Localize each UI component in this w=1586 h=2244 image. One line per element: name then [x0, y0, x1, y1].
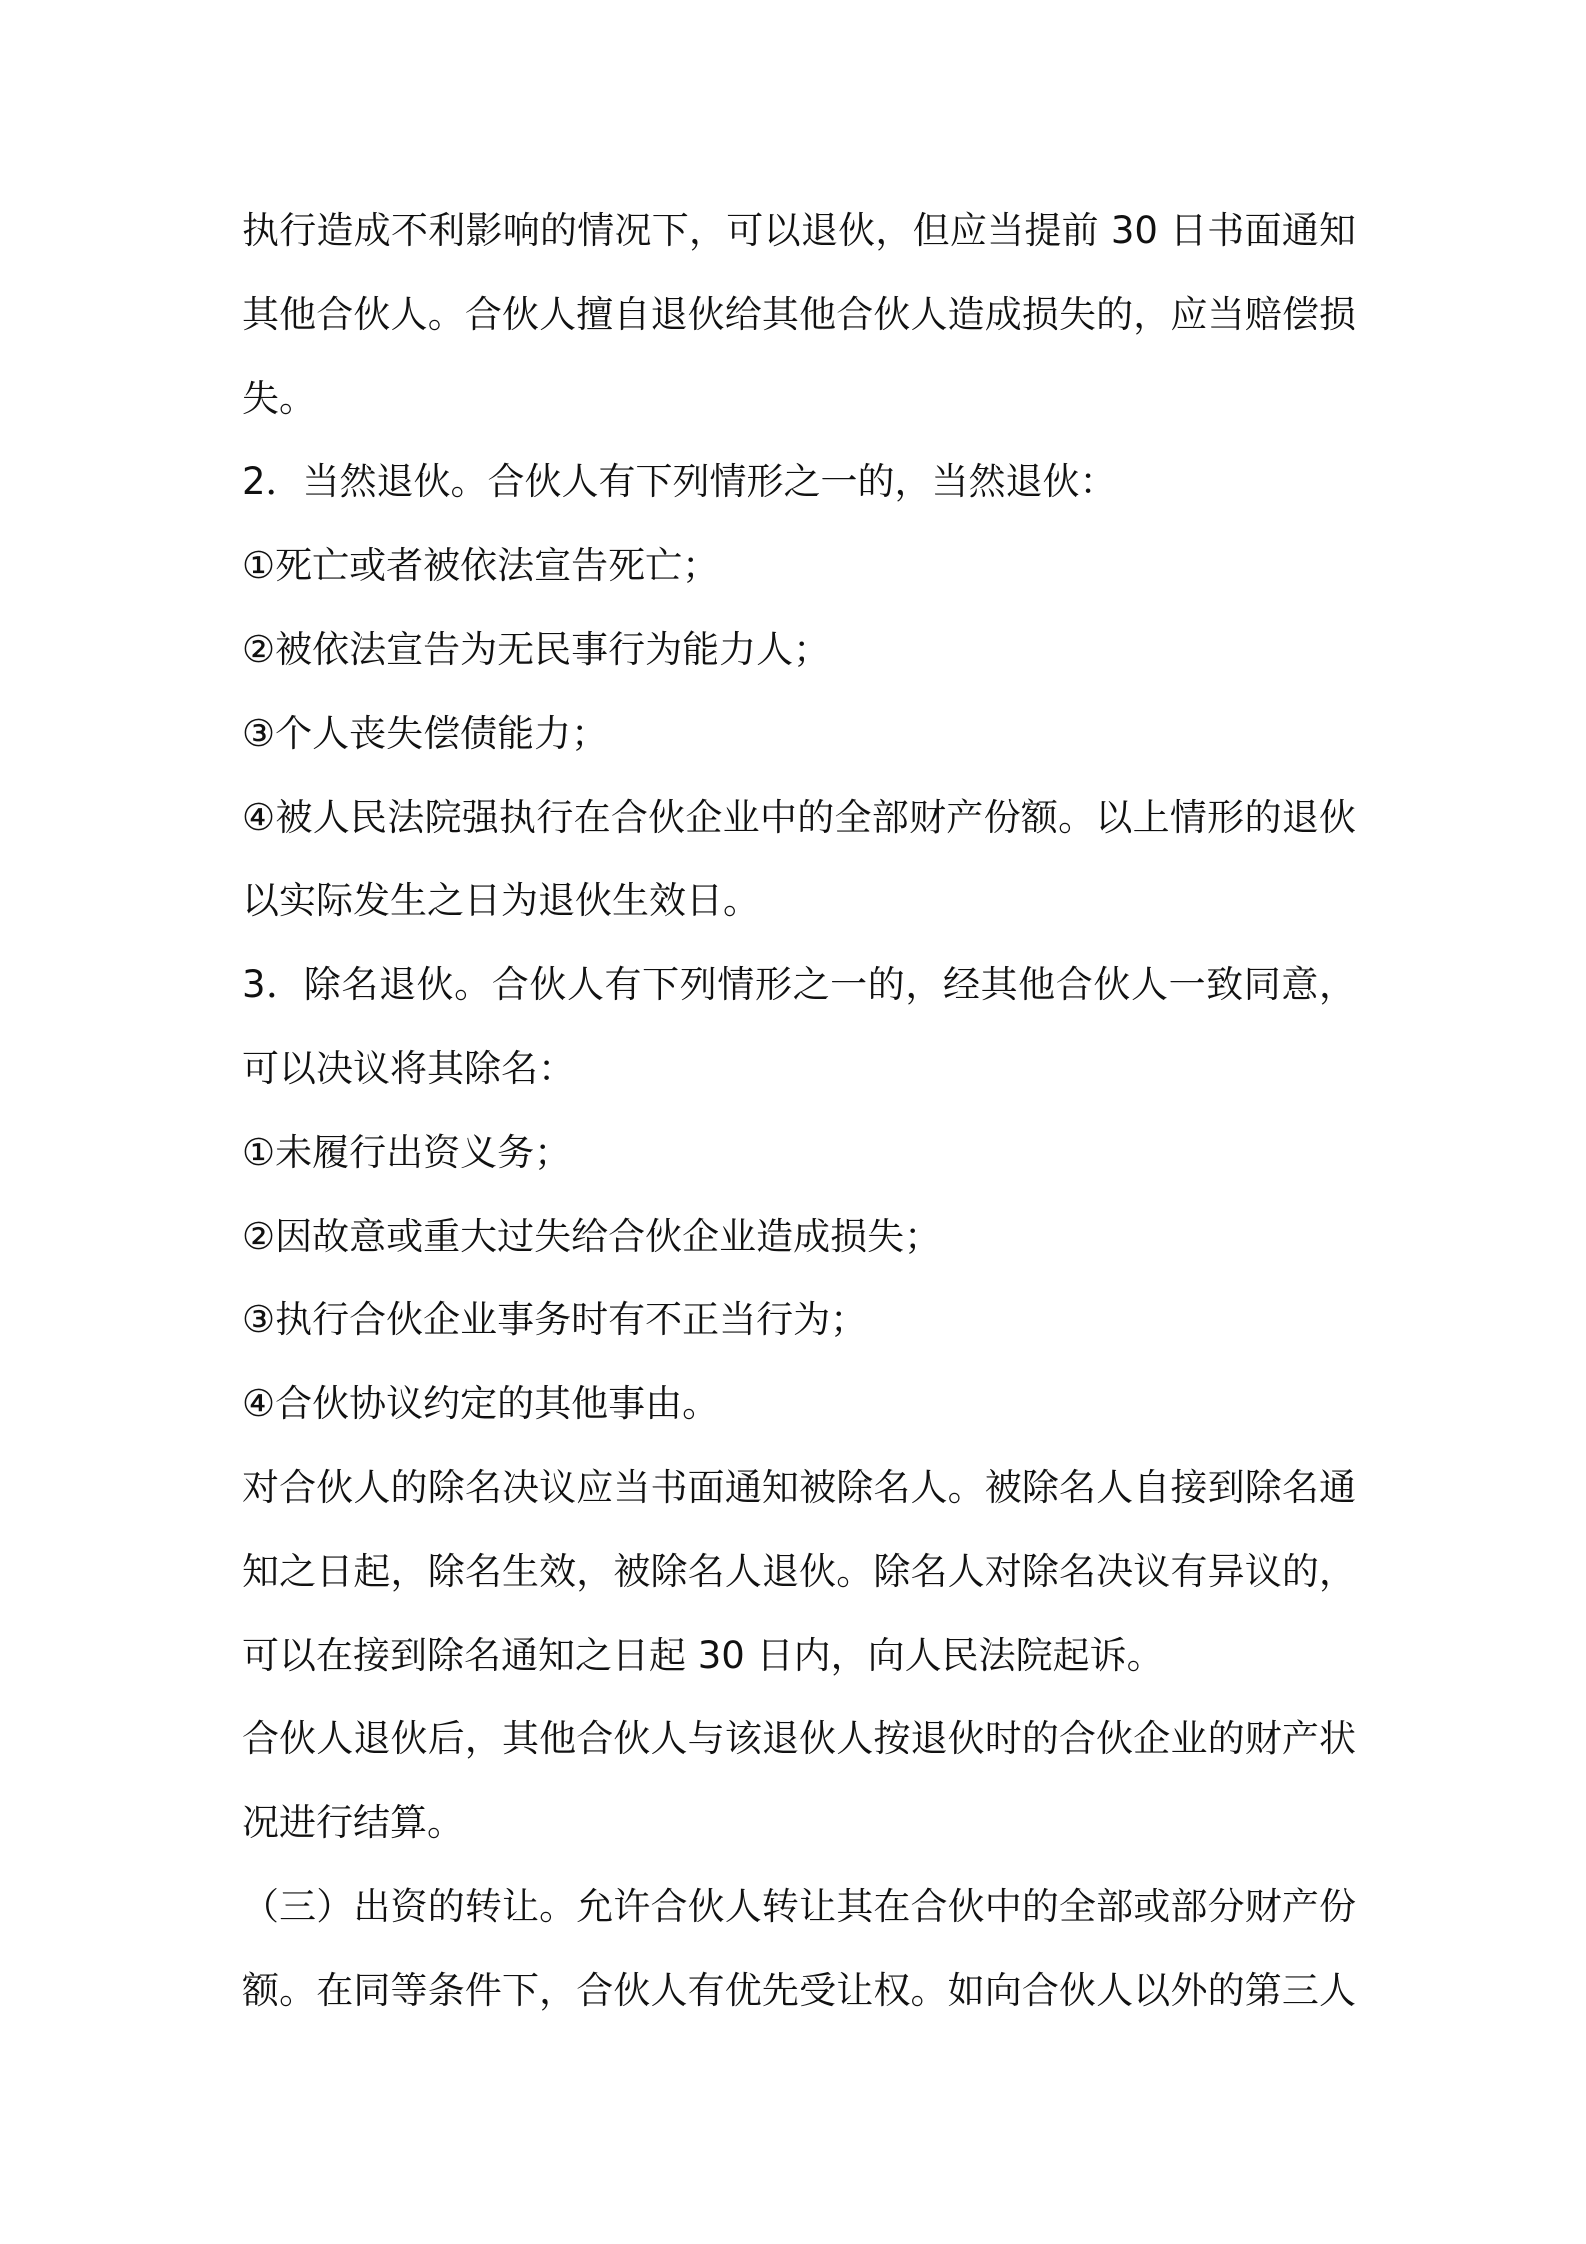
- list-item: ④合伙协议约定的其他事由。: [242, 1382, 720, 1426]
- text-line: 知之日起，除名生效，被除名人退伙。除名人对除名决议有异议的，: [242, 1549, 1356, 1593]
- list-item: ④被人民法院强执行在合伙企业中的全部财产份额。以上情形的退伙: [242, 795, 1356, 839]
- text-line: 失。: [242, 376, 316, 420]
- text-line: 执行造成不利影响的情况下，可以退伙，但应当提前 30 日书面通知: [242, 209, 1356, 252]
- list-item: ①未履行出资义务；: [242, 1130, 572, 1174]
- text-line: 合伙人退伙后，其他合伙人与该退伙人按退伙时的合伙企业的财产状: [242, 1717, 1356, 1761]
- text-line: 可以决议将其除名：: [242, 1046, 575, 1090]
- section-heading-line: 3．除名退伙。合伙人有下列情形之一的，经其他合伙人一致同意，: [242, 963, 1356, 1007]
- text-line: 以实际发生之日为退伙生效日。: [242, 879, 760, 923]
- list-item: ②因故意或重大过失给合伙企业造成损失；: [242, 1214, 942, 1258]
- text-line: 额。在同等条件下，合伙人有优先受让权。如向合伙人以外的第三人: [242, 1968, 1356, 2012]
- text-line: 况进行结算。: [242, 1801, 464, 1845]
- section-heading-line: （三）出资的转让。允许合伙人转让其在合伙中的全部或部分财产份: [242, 1884, 1356, 1928]
- text-line: 对合伙人的除名决议应当书面通知被除名人。被除名人自接到除名通: [242, 1465, 1356, 1509]
- text-line: 可以在接到除名通知之日起 30 日内，向人民法院起诉。: [242, 1633, 1164, 1677]
- list-item: ③个人丧失偿债能力；: [242, 711, 609, 755]
- list-item: ③执行合伙企业事务时有不正当行为；: [242, 1298, 868, 1342]
- text-line: 其他合伙人。合伙人擅自退伙给其他合伙人造成损失的，应当赔偿损: [242, 292, 1356, 336]
- section-heading-line: 2．当然退伙。合伙人有下列情形之一的，当然退伙：: [242, 460, 1117, 504]
- body-text: [242, 189, 1356, 2033]
- list-item: ②被依法宣告为无民事行为能力人；: [242, 627, 831, 671]
- list-item: ①死亡或者被依法宣告死亡；: [242, 544, 720, 588]
